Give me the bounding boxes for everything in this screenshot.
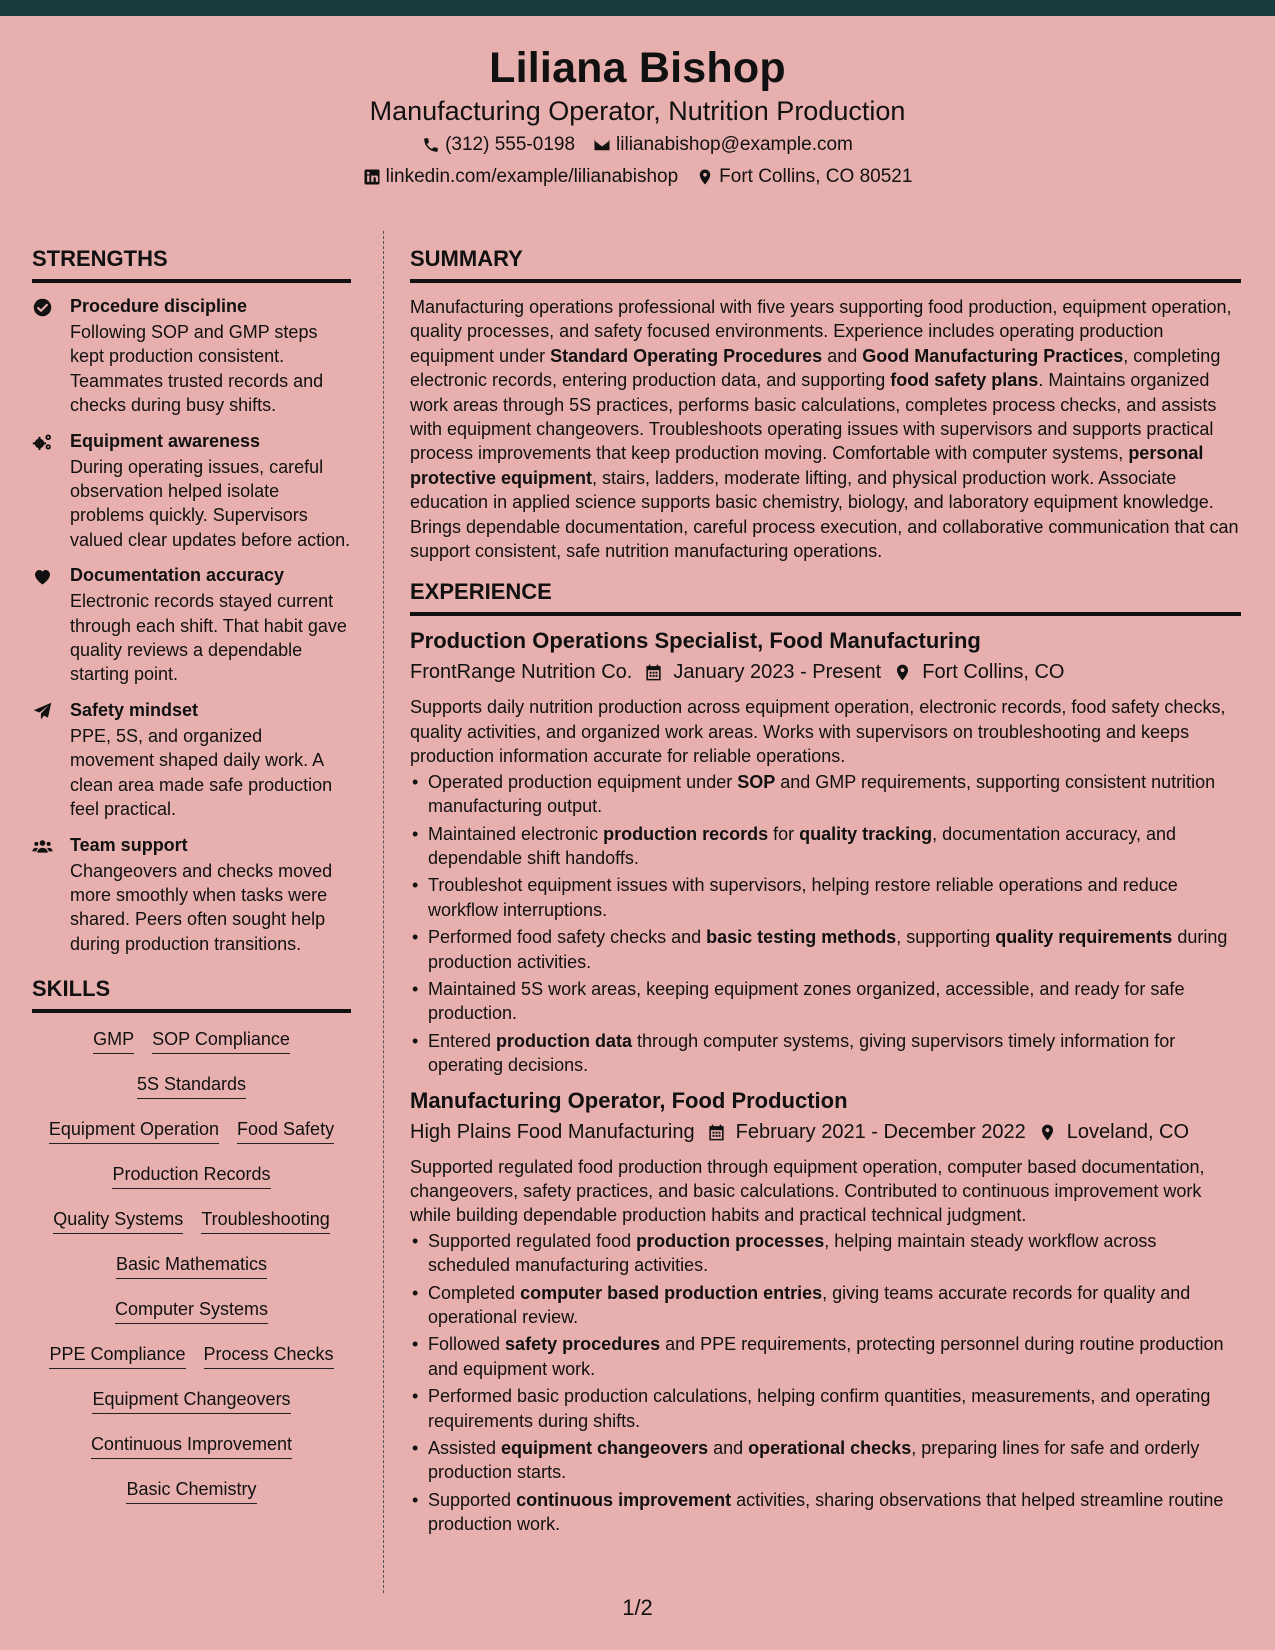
skill-row xyxy=(32,1025,351,1070)
job-bullets xyxy=(410,1229,1241,1537)
location-contact xyxy=(696,166,912,188)
strength-title: Equipment awareness xyxy=(70,430,261,451)
text-run: , completing electronic records, entering production data, and supporting xyxy=(410,345,1221,391)
bold-text: Standard Operating Procedures xyxy=(550,345,823,366)
skill-row xyxy=(32,1205,351,1250)
strength-description: Following SOP and GMP steps kept production consistent. Teammates trusted records and checks during busy shifts. xyxy=(70,322,324,416)
bullet-item xyxy=(410,1384,1241,1433)
summary-heading: SUMMARY xyxy=(410,246,1241,283)
skill-row xyxy=(32,1340,351,1385)
contact-row-secondary xyxy=(0,166,1275,188)
strength-description: Changeovers and checks moved more smoothly when tasks were shared. Peers often sought help during production transitions. xyxy=(70,860,333,954)
bold-text: equipment changeovers xyxy=(501,1438,709,1459)
bullet-item xyxy=(410,1029,1241,1078)
bold-text: SOP xyxy=(737,771,776,792)
job-description: Supported regulated food production through equipment operation, computer based documentation, changeovers, safety practices, and basic calculations. Contributed to continuous improvement work while building dependable production habits and practical technical judgment. xyxy=(410,1156,1205,1226)
job-entry xyxy=(410,628,1241,1077)
bold-text: basic testing methods xyxy=(706,927,897,948)
strength-body xyxy=(70,834,351,957)
linkedin-icon xyxy=(363,168,381,186)
map-pin-icon xyxy=(696,168,714,186)
bold-text: safety procedures xyxy=(505,1334,661,1355)
text-run: . Maintains organized work areas through 5S practices, performs basic calculations, completes process checks, and assists with equipment changeovers. Troubleshoots operating issues with supervisors and supports practical process improvements that keep production moving. Comfortable with computer systems, xyxy=(410,370,1217,464)
text-run: Assisted xyxy=(428,1438,502,1459)
bullet-item xyxy=(410,925,1241,974)
bullet-item xyxy=(410,977,1241,1026)
skill-row xyxy=(32,1475,351,1520)
job-entry xyxy=(410,1088,1241,1537)
candidate-title: Manufacturing Operator, Nutrition Production xyxy=(369,96,906,126)
strength-title: Procedure discipline xyxy=(70,296,248,316)
skill-tag: PPE Compliance xyxy=(49,1343,185,1369)
envelope-icon xyxy=(593,136,611,154)
skill-tag: 5S Standards xyxy=(137,1073,246,1099)
phone-contact[interactable] xyxy=(422,134,575,156)
left-column xyxy=(32,246,351,1520)
job-company: High Plains Food Manufacturing xyxy=(410,1120,695,1143)
skill-row xyxy=(32,1070,351,1115)
email-contact[interactable] xyxy=(593,134,853,156)
skill-tag: Production Records xyxy=(112,1163,270,1189)
strength-item xyxy=(32,564,351,687)
paper-plane-icon xyxy=(32,699,56,822)
job-company: FrontRange Nutrition Co. xyxy=(410,661,633,684)
email-text: lilianabishop@example.com xyxy=(616,134,853,155)
text-run: Completed xyxy=(428,1282,521,1303)
bullet-item xyxy=(410,822,1241,871)
skill-row xyxy=(32,1115,351,1160)
job-dates-text: January 2023 - Present xyxy=(673,661,882,684)
text-run: , stairs, ladders, moderate lifting, and physical production work. Associate education in applied science supports basic chemistry, biology, and laboratory equipment knowledge. Brings dependable documentation, careful process execution, and collaborative communication that can support consistent, safe nutrition manufacturing operations. xyxy=(410,467,1239,562)
job-location xyxy=(893,661,1064,684)
skill-tag: Troubleshooting xyxy=(201,1208,329,1234)
strength-item xyxy=(32,295,351,418)
map-pin-icon xyxy=(893,663,912,682)
strength-body xyxy=(70,699,351,822)
bold-text: production processes xyxy=(636,1230,825,1251)
job-title: Manufacturing Operator, Food Production xyxy=(410,1087,848,1113)
map-pin-icon xyxy=(1038,1123,1057,1142)
skill-tag: Quality Systems xyxy=(53,1208,183,1234)
column-divider xyxy=(383,231,384,1593)
bold-text: Good Manufacturing Practices xyxy=(862,345,1124,366)
strength-body xyxy=(70,295,351,418)
strength-item xyxy=(32,430,351,553)
strength-body xyxy=(70,430,351,553)
heart-icon xyxy=(32,564,56,687)
text-run: , documentation accuracy, and dependable shift handoffs. xyxy=(428,823,1176,868)
page-number: 1/2 xyxy=(622,1595,653,1620)
bold-text: operational checks xyxy=(748,1438,912,1459)
job-description: Supports daily nutrition production across equipment operation, electronic records, food safety checks, quality activities, and organized work areas. Works with supervisors on troubleshooting and keeps production information accurate for reliable operations. xyxy=(410,697,1226,767)
skill-row xyxy=(32,1385,351,1430)
bullet-item xyxy=(410,1488,1241,1537)
skills-list xyxy=(32,1025,351,1520)
candidate-name: Liliana Bishop xyxy=(489,44,786,92)
calendar-icon xyxy=(707,1123,726,1142)
bold-text: personal protective equipment xyxy=(410,443,1204,488)
skill-tag: Continuous Improvement xyxy=(91,1433,292,1459)
contact-row-primary xyxy=(0,134,1275,156)
right-column xyxy=(410,246,1241,1547)
job-bullets xyxy=(410,770,1241,1078)
phone-icon xyxy=(422,136,440,154)
text-run: and GMP requirements, supporting consistent nutrition manufacturing output. xyxy=(428,771,1216,817)
strength-title: Safety mindset xyxy=(70,699,199,720)
check-circle-icon xyxy=(32,295,56,418)
bold-text: quality tracking xyxy=(799,823,933,844)
bullet-item xyxy=(410,1332,1241,1381)
bold-text: quality requirements xyxy=(995,927,1173,948)
text-run: Troubleshot equipment issues with supervisors, helping restore reliable operations and reduce workflow interruptions. xyxy=(428,875,1178,920)
text-run: and PPE requirements, protecting personnel during routine production and equipment work. xyxy=(428,1334,1224,1379)
job-location-text: Loveland, CO xyxy=(1066,1120,1190,1143)
text-run: Maintained electronic xyxy=(428,823,604,844)
text-run: Supported regulated food xyxy=(428,1230,637,1251)
text-run: Followed xyxy=(428,1334,506,1355)
bold-text: production records xyxy=(603,823,769,844)
job-title: Production Operations Specialist, Food Manufacturing xyxy=(410,628,981,654)
experience-heading: EXPERIENCE xyxy=(410,579,1241,616)
skill-row xyxy=(32,1295,351,1340)
skills-heading: SKILLS xyxy=(32,976,351,1013)
location-text: Fort Collins, CO 80521 xyxy=(719,166,913,187)
text-run: Performed basic production calculations, helping confirm quantities, measurements, and operating requirements during shifts. xyxy=(428,1386,1211,1431)
phone-text: (312) 555-0198 xyxy=(445,134,576,155)
skill-tag: Process Checks xyxy=(204,1343,334,1369)
strength-item xyxy=(32,834,351,957)
skill-tag: GMP xyxy=(93,1028,134,1054)
text-run: for xyxy=(768,823,800,844)
skill-tag: Equipment Changeovers xyxy=(92,1388,290,1414)
strength-title: Team support xyxy=(70,834,188,855)
strength-description: Electronic records stayed current through each shift. That habit gave quality reviews a dependable starting point. xyxy=(70,591,347,685)
strength-description: PPE, 5S, and organized movement shaped daily work. A clean area made safe production feel practical. xyxy=(70,725,333,820)
skill-tag: Basic Mathematics xyxy=(116,1253,267,1279)
job-dates-text: February 2021 - December 2022 xyxy=(735,1120,1026,1143)
bold-text: computer based production entries xyxy=(520,1282,823,1303)
bullet-item xyxy=(410,1281,1241,1330)
skill-tag: SOP Compliance xyxy=(152,1028,290,1054)
calendar-icon xyxy=(644,663,663,682)
bullet-item xyxy=(410,873,1241,922)
text-run: and xyxy=(822,345,863,366)
skill-tag: Equipment Operation xyxy=(49,1118,219,1144)
strength-item xyxy=(32,699,351,822)
job-meta xyxy=(410,661,1241,684)
text-run: Performed food safety checks and xyxy=(428,927,707,948)
linkedin-contact[interactable] xyxy=(363,166,679,188)
text-run: Manufacturing operations professional with five years supporting food production, equipment operation, quality processes, and safety focused environments. Experience includes operating production equipment under xyxy=(410,297,1232,366)
job-location xyxy=(1038,1121,1189,1144)
skill-tag: Basic Chemistry xyxy=(126,1478,256,1504)
resume-header xyxy=(0,16,1275,204)
skill-row xyxy=(32,1250,351,1295)
text-run: , helping maintain steady workflow across scheduled manufacturing activities. xyxy=(428,1230,1157,1276)
bold-text: production data xyxy=(496,1030,633,1051)
text-run: , giving teams accurate records for quality and operational review. xyxy=(428,1282,1191,1327)
text-run: Operated production equipment under xyxy=(428,771,738,792)
users-icon xyxy=(32,834,56,957)
bullet-item xyxy=(410,770,1241,819)
strength-body xyxy=(70,564,351,687)
skill-tag: Computer Systems xyxy=(115,1298,268,1324)
top-accent-bar xyxy=(0,0,1275,16)
text-run: through computer systems, giving supervisors timely information for operating decisions. xyxy=(428,1030,1176,1076)
gears-icon xyxy=(32,430,56,553)
job-dates xyxy=(644,661,881,684)
skill-row xyxy=(32,1430,351,1475)
text-run: Supported xyxy=(428,1489,517,1510)
text-run: Maintained 5S work areas, keeping equipment zones organized, accessible, and ready for safe production. xyxy=(428,978,1185,1024)
skill-tag: Food Safety xyxy=(237,1118,334,1144)
jobs-list xyxy=(410,628,1241,1536)
text-run: , supporting xyxy=(896,927,996,948)
text-run: Entered xyxy=(428,1030,497,1051)
bullet-item xyxy=(410,1229,1241,1278)
job-location-text: Fort Collins, CO xyxy=(922,661,1065,684)
strength-title: Documentation accuracy xyxy=(70,565,285,586)
job-dates xyxy=(707,1121,1026,1144)
text-run: and xyxy=(708,1438,749,1459)
summary-text xyxy=(410,295,1241,563)
strengths-heading: STRENGTHS xyxy=(32,246,351,283)
text-run: , preparing lines for safe and orderly production starts. xyxy=(428,1438,1200,1483)
bold-text: continuous improvement xyxy=(516,1489,732,1510)
text-run: during production activities. xyxy=(428,927,1228,972)
strength-description: During operating issues, careful observation helped isolate problems quickly. Supervisors valued clear updates before action. xyxy=(70,456,351,550)
text-run: activities, sharing observations that helped streamline routine production work. xyxy=(428,1489,1224,1535)
bold-text: food safety plans xyxy=(890,370,1039,391)
strengths-list xyxy=(32,295,351,956)
linkedin-text: linkedin.com/example/lilianabishop xyxy=(385,166,679,187)
job-meta xyxy=(410,1121,1241,1144)
skill-row xyxy=(32,1160,351,1205)
bullet-item xyxy=(410,1436,1241,1485)
